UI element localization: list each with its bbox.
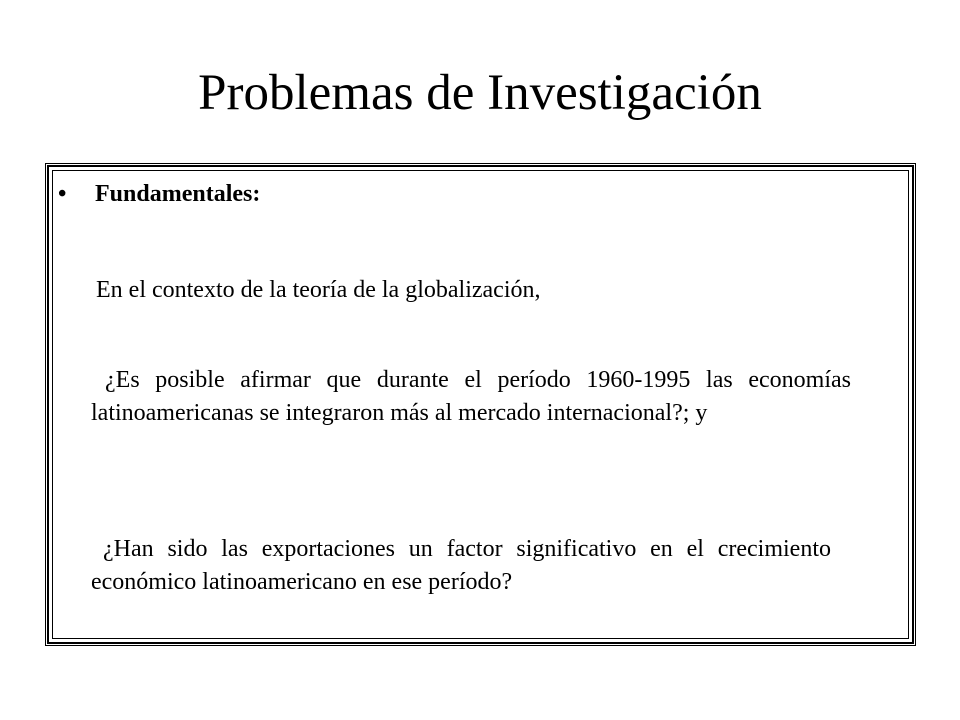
slide-title: Problemas de Investigación: [198, 65, 762, 121]
question-integration-paragraph: ¿Es posible afirmar que durante el período 1960-1995 las economías latinoamericanas se integraron más al mercado internacional?; y: [91, 367, 851, 426]
bullet-label: Fundamentales:: [95, 181, 261, 207]
question-exports-paragraph: ¿Han sido las exportaciones un factor significativo en el crecimiento económico latinoamericano en ese período?: [91, 536, 831, 595]
context-paragraph: En el contexto de la teoría de la globalización,: [96, 277, 541, 303]
bullet-marker: •: [58, 181, 67, 207]
